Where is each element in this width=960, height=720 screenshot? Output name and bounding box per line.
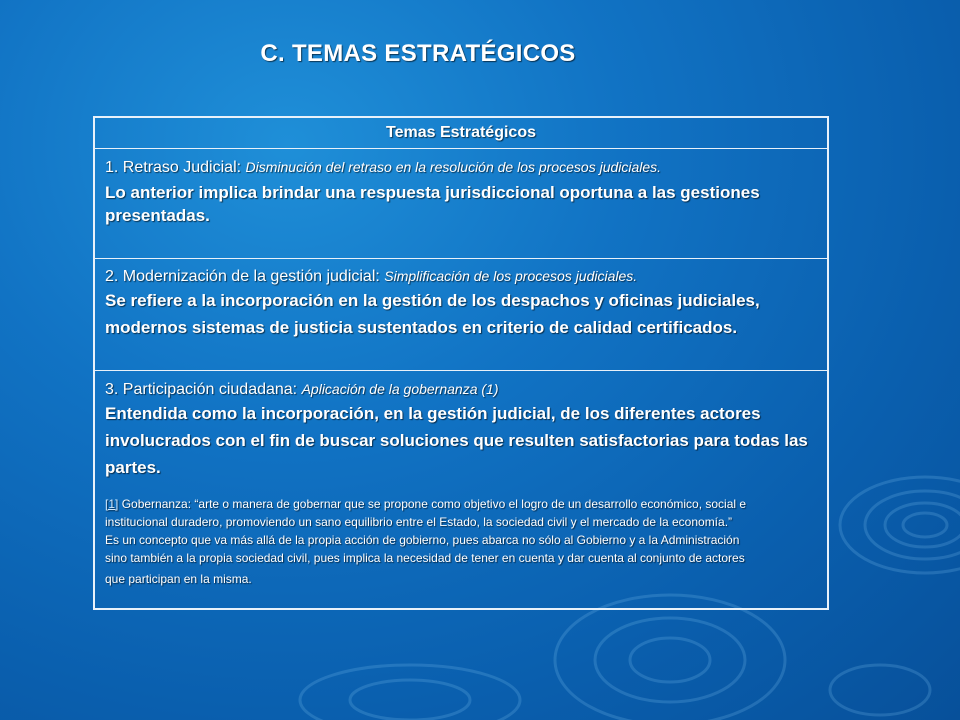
table-header: Temas Estratégicos <box>95 118 827 149</box>
theme-3-body-line-2: involucrados con el fin de buscar soluciones que resulten satisfactorias para todas las <box>105 431 808 450</box>
footnote <box>105 495 817 588</box>
theme-2-heading: 2. Modernización de la gestión judicial: <box>105 268 380 285</box>
theme-row-2 <box>95 259 827 371</box>
footnote-line-2: institucional duradero, promoviendo un sano equilibrio entre el Estado, la sociedad civil y el mercado de la economía.” <box>105 515 733 529</box>
theme-2-body-line-2: modernos sistemas de justicia sustentados en criterio de calidad certificados. <box>105 318 738 337</box>
theme-1-heading-line <box>105 157 817 178</box>
footnote-line-4: sino también a la propia sociedad civil, pues implica la necesidad de tener en cuenta y dar cuenta al conjunto de actores <box>105 551 745 565</box>
theme-2-heading-line <box>105 266 817 287</box>
theme-1-body: Lo anterior implica brindar una respuesta jurisdiccional oportuna a las gestiones presentadas. <box>105 183 760 225</box>
theme-2-subtitle: Simplificación de los procesos judiciales. <box>384 268 638 284</box>
theme-3-heading-line <box>105 379 817 400</box>
footnote-ref-link[interactable]: [1] <box>105 497 119 511</box>
theme-3-body-line-3: partes. <box>105 458 161 477</box>
footnote-line-1: Gobernanza: “arte o manera de gobernar que se propone como objetivo el logro de un desarrollo económico, social e <box>121 497 747 511</box>
theme-row-1 <box>95 149 827 259</box>
theme-2-body-line-1: Se refiere a la incorporación en la gestión de los despachos y oficinas judiciales, <box>105 291 760 310</box>
theme-3-heading: 3. Participación ciudadana: <box>105 381 298 398</box>
theme-3-subtitle: Aplicación de la gobernanza (1) <box>301 381 499 397</box>
footnote-line-5: que participan en la misma. <box>105 572 252 586</box>
slide-title: C. TEMAS ESTRATÉGICOS <box>260 40 576 67</box>
strategic-themes-table <box>93 116 829 610</box>
theme-1-subtitle: Disminución del retraso en la resolución de los procesos judiciales. <box>245 159 662 175</box>
theme-3-body-line-1: Entendida como la incorporación, en la gestión judicial, de los diferentes actores <box>105 404 761 423</box>
footnote-line-3: Es un concepto que va más allá de la propia acción de gobierno, pues abarca no sólo al Gobierno y a la Administración <box>105 533 740 547</box>
theme-1-heading: 1. Retraso Judicial: <box>105 159 242 176</box>
theme-row-3 <box>95 371 827 608</box>
